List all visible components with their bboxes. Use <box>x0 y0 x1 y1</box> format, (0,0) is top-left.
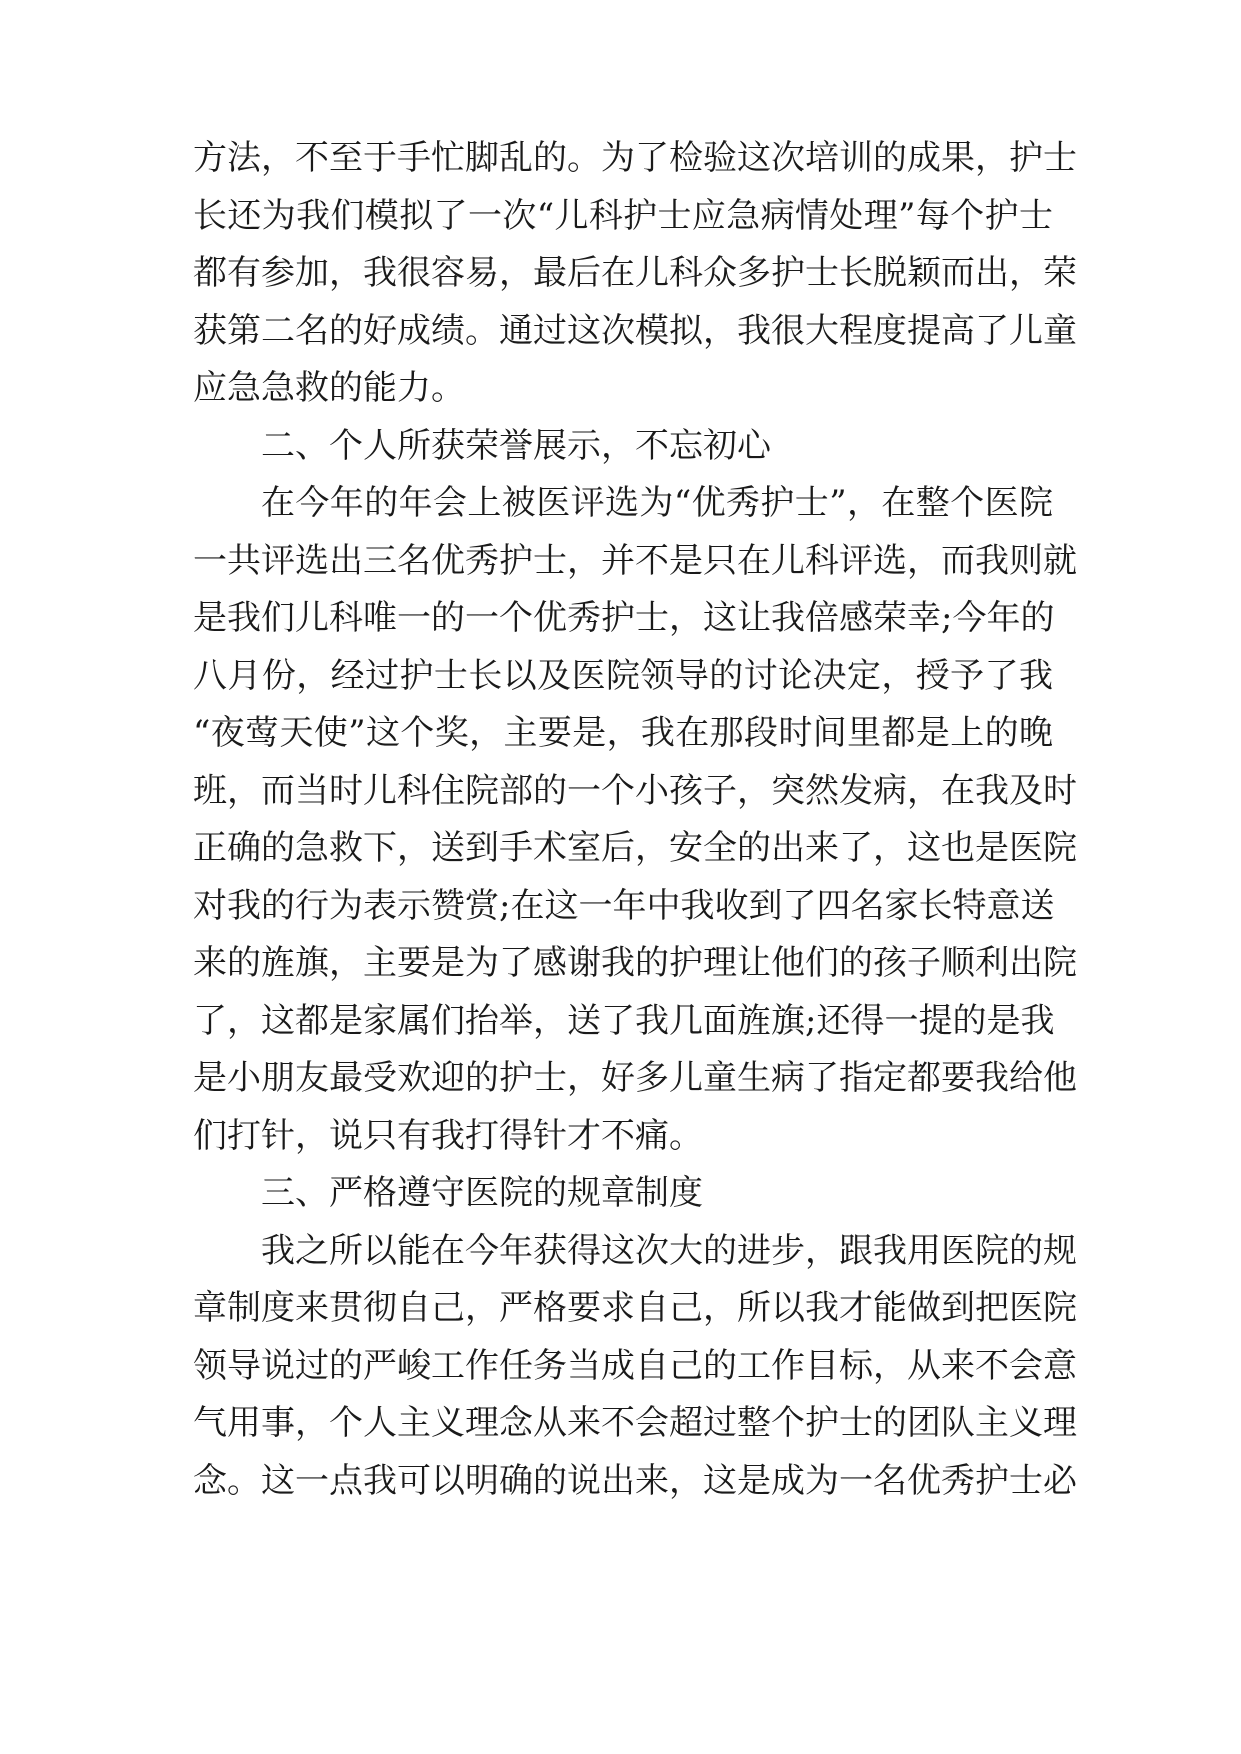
text-line: 章制度来贯彻自己，严格要求自己，所以我才能做到把医院 <box>193 1288 1077 1328</box>
section-heading: 二、个人所获荣誉展示，不忘初心 <box>261 425 771 466</box>
text-line: 班，而当时儿科住院部的一个小孩子，突然发病，在我及时 <box>193 770 1077 811</box>
text-line: 正确的急救下，送到手术室后，安全的出来了，这也是医院 <box>193 828 1077 868</box>
text-line: 气用事，个人主义理念从来不会超过整个护士的团队主义理 <box>193 1403 1077 1443</box>
text-line: 对我的行为表示赞赏;在这一年中我收到了四名家长特意送 <box>193 885 1055 926</box>
text-line: 一共评选出三名优秀护士，并不是只在儿科评选，而我则就 <box>193 540 1077 581</box>
text-line: 应急急救的能力。 <box>193 368 465 408</box>
text-line: 是小朋友最受欢迎的护士，好多儿童生病了指定都要我给他 <box>193 1058 1077 1098</box>
text-line: 都有参加，我很容易，最后在儿科众多护士长脱颖而出，荣 <box>193 253 1077 293</box>
body-text <box>193 130 1077 1510</box>
text-line: 们打针，说只有我打得针才不痛。 <box>193 1115 703 1156</box>
text-line: 是我们儿科唯一的一个优秀护士，这让我倍感荣幸;今年的 <box>193 598 1055 638</box>
text-line: 领导说过的严峻工作任务当成自己的工作目标，从来不会意 <box>193 1345 1077 1386</box>
text-line: 念。这一点我可以明确的说出来，这是成为一名优秀护士必 <box>193 1460 1077 1501</box>
text-line: 八月份，经过护士长以及医院领导的讨论决定，授予了我 <box>193 655 1053 696</box>
text-line: 获第二名的好成绩。通过这次模拟，我很大程度提高了儿童 <box>193 310 1077 351</box>
text-line: “夜莺天使”这个奖，主要是，我在那段时间里都是上的晚 <box>193 713 1053 753</box>
text-line: 来的旌旗，主要是为了感谢我的护理让他们的孩子顺利出院 <box>193 943 1077 983</box>
text-line: 在今年的年会上被医评选为“优秀护士”，在整个医院 <box>261 483 1053 523</box>
text-line: 长还为我们模拟了一次“儿科护士应急病情处理”每个护士 <box>193 195 1053 236</box>
text-line: 方法，不至于手忙脚乱的。为了检验这次培训的成果，护士 <box>193 138 1077 178</box>
text-line: 了，这都是家属们抬举，送了我几面旌旗;还得一提的是我 <box>193 1000 1055 1041</box>
text-line: 我之所以能在今年获得这次大的进步，跟我用医院的规 <box>261 1230 1077 1271</box>
section-heading: 三、严格遵守医院的规章制度 <box>261 1173 703 1213</box>
